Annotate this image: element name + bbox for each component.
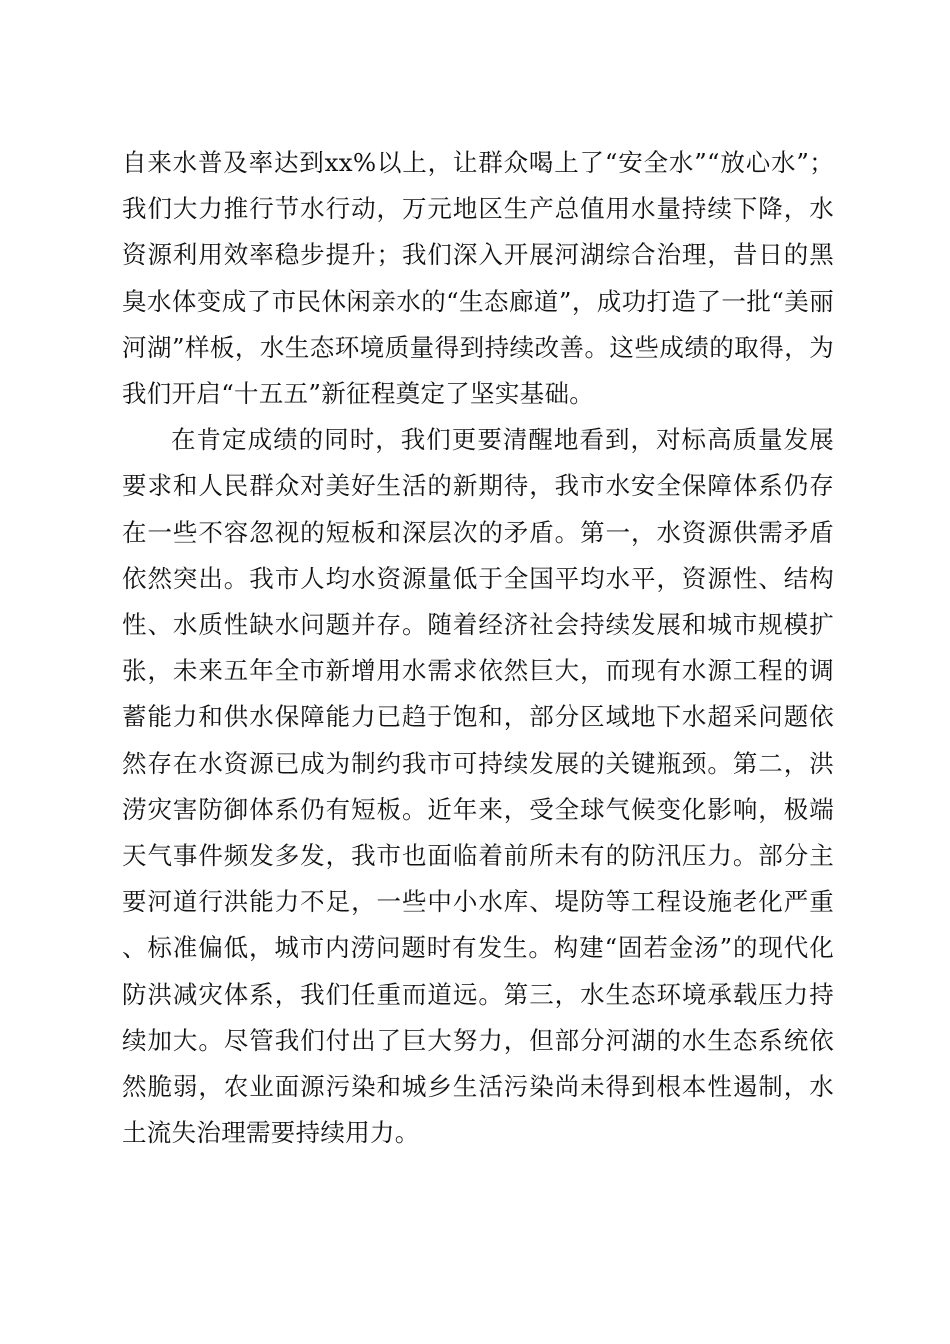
paragraph-shortcomings: 在肯定成绩的同时，我们更要清醒地看到，对标高质量发展要求和人民群众对美好生活的新期待，我市水安全保障体系仍存在一些不容忽视的短板和深层次的矛盾。第一，水资源供需矛盾依然突出。我市人均水资源量低于全国平均水平，资源性、结构性、水质性缺水问题并存。随着经济社会持续发展和城市规模扩张，未来五年全市新增用水需求依然巨大，而现有水源工程的调蓄能力和供水保障能力已趋于饱和，部分区域地下水超采问题依然存在水资源已成为制约我市可持续发展的关键瓶颈。第二，洪涝灾害防御体系仍有短板。近年来，受全球气候变化影响，极端天气事件频发多发，我市也面临着前所未有的防汛压力。部分主要河道行洪能力不足，一些中小水库、堤防等工程设施老化严重、标准偏低，城市内涝问题时有发生。构建“固若金汤”的现代化防洪减灾体系，我们任重而道远。第三，水生态环境承载压力持续加大。尽管我们付出了巨大努力，但部分河湖的水生态系统依然脆弱，农业面源污染和城乡生活污染尚未得到根本性遏制，水土流失治理需要持续用力。 [122,425,834,1148]
paragraph-achievements: 自来水普及率达到xx%以上，让群众喝上了“安全水”“放心水”；我们大力推行节水行动，万元地区生产总值用水量持续下降，水资源利用效率稳步提升；我们深入开展河湖综合治理，昔日的黑臭水体变成了市民休闲亲水的“生态廊道”，成功打造了一批“美丽河湖”样板，水生态环境质量得到持续改善。这些成绩的取得，为我们开启“十五五”新征程奠定了坚实基础。 [122,148,834,409]
body-text [122,140,834,1156]
